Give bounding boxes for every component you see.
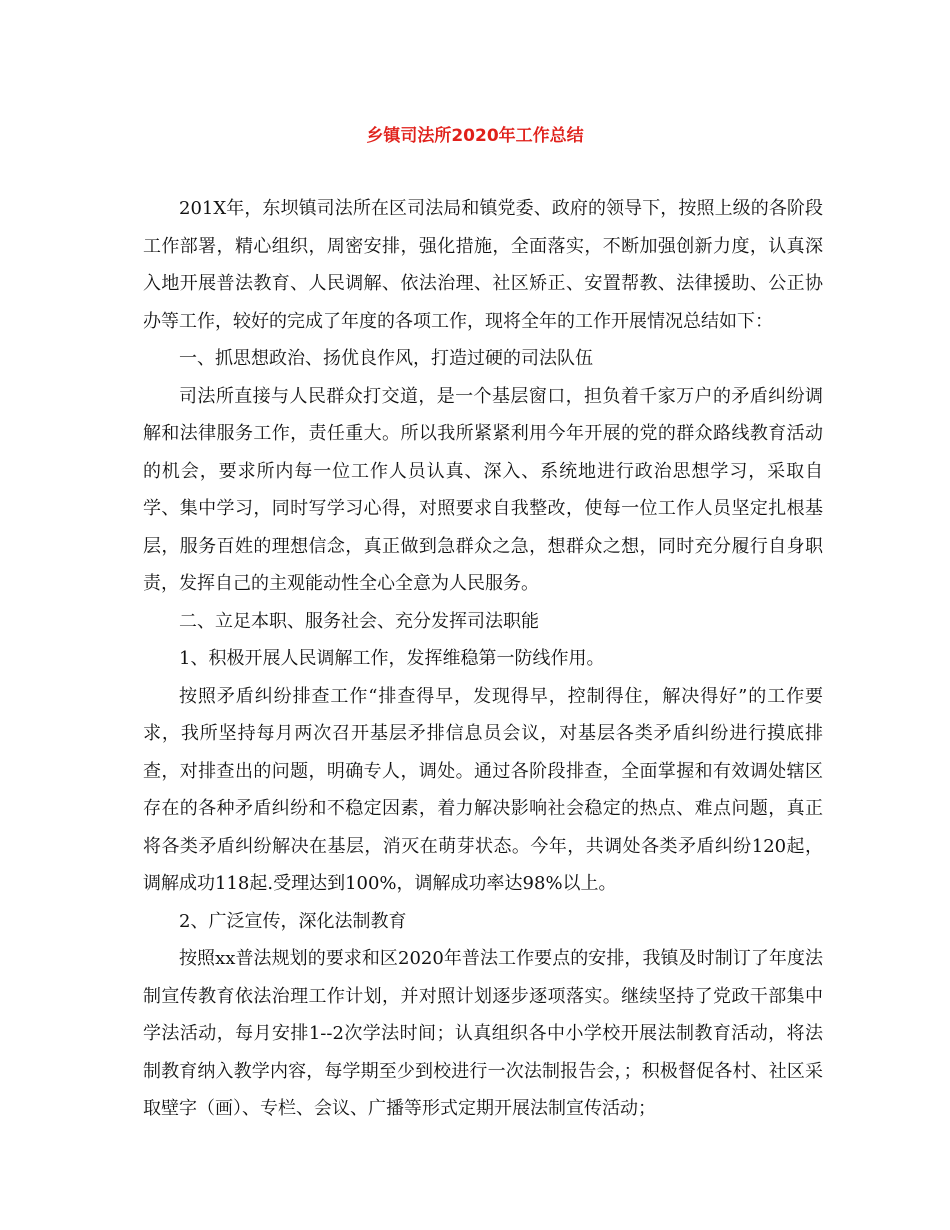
paragraph-section-1: 司法所直接与人民群众打交道，是一个基层窗口，担负着千家万户的矛盾纠纷调解和法律服务工作，责任重大。所以我所紧紧利用今年开展的党的群众路线教育活动的机会，要求所内每一位工作人员认真、深入、系统地进行政治思想学习，采取自学、集中学习，同时写学习心得，对照要求自我整改，使每一位工作人员坚定扎根基层，服务百姓的理想信念，真正做到急群众之急，想群众之想，同时充分履行自身职责，发挥自己的主观能动性全心全意为人民服务。 <box>143 385 823 594</box>
subheading-2-1: 1、积极开展人民调解工作，发挥维稳第一防线作用。 <box>179 648 605 669</box>
document-title: 乡镇司法所2020年工作总结 <box>366 126 584 146</box>
paragraph-mediation: 按照矛盾纠纷排查工作“排查得早，发现得早，控制得住，解决得好”的工作要求，我所坚持每月两次召开基层矛排信息员会议，对基层各类矛盾纠纷进行摸底排查，对排查出的问题，明确专人，调处。通过各阶段排查，全面掌握和有效调处辖区存在的各种矛盾纠纷和不稳定因素，着力解决影响社会稳定的热点、难点问题，真正将各类矛盾纠纷解决在基层，消灭在萌芽状态。今年，共调处各类矛盾纠纷120起，调解成功118起.受理达到100%，调解成功率达98%以上。 <box>143 685 823 894</box>
section-heading-2: 二、立足本职、服务社会、充分发挥司法职能 <box>179 610 539 632</box>
section-heading-1: 一、抓思想政治、扬优良作风，打造过硬的司法队伍 <box>179 348 593 369</box>
subheading-2-2: 2、广泛宣传，深化法制教育 <box>179 910 407 932</box>
paragraph-legal-education: 按照xx普法规划的要求和区2020年普法工作要点的安排，我镇及时制订了年度法制宣传教育依法治理工作计划，并对照计划逐步逐项落实。继续坚持了党政干部集中学法活动，每月安排1--2次学法时间；认真组织各中小学校开展法制教育活动，将法制教育纳入教学内容，每学期至少到校进行一次法制报告会，；积极督促各村、社区采取壁字（画）、专栏、会议、广播等形式定期开展法制宣传活动； <box>143 948 823 1119</box>
paragraph-intro: 201X年，东坝镇司法所在区司法局和镇党委、政府的领导下，按照上级的各阶段工作部署，精心组织，周密安排，强化措施，全面落实，不断加强创新力度，认真深入地开展普法教育、人民调解、依法治理、社区矫正、安置帮教、法律援助、公正协办等工作，较好的完成了年度的各项工作，现将全年的工作开展情况总结如下： <box>143 198 823 332</box>
document-body <box>143 190 823 1128</box>
